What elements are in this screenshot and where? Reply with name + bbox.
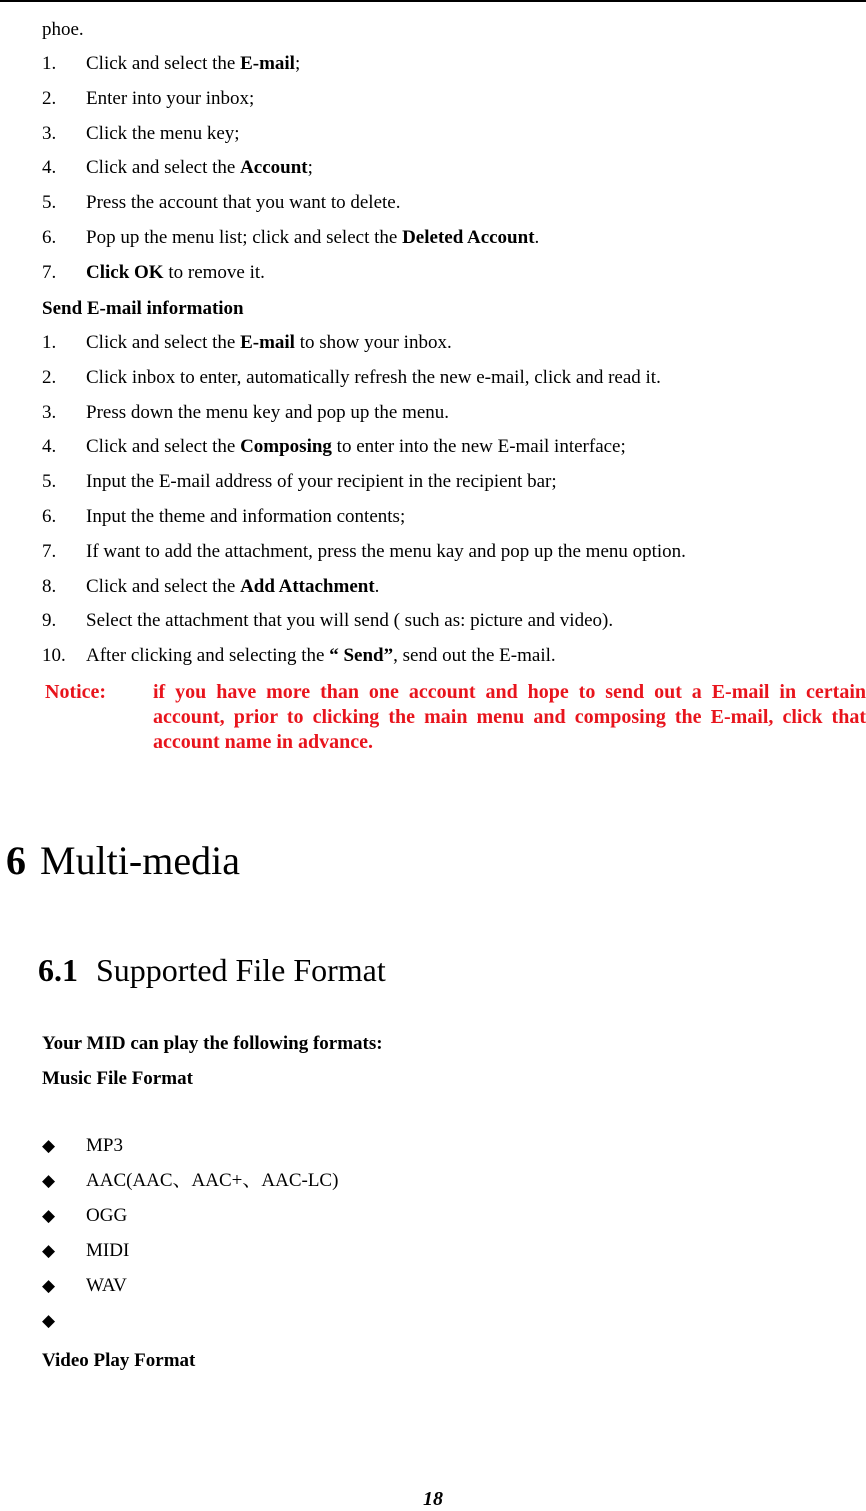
- chapter-heading: [6, 836, 240, 886]
- delete-step-keyword: E-mail: [240, 53, 295, 74]
- send-step-text: Click and select the Add Attachment.: [86, 575, 380, 597]
- delete-step-number: 5.: [42, 192, 57, 214]
- send-step-number: 8.: [42, 575, 57, 597]
- send-step-text: If want to add the attachment, press the menu kay and pop up the menu option.: [86, 540, 686, 562]
- notice-text: if you have more than one account and hope to send out a E-mail in certain account, prior to clicking the main menu and composing the E-mail, click that account name in advance.: [153, 681, 866, 753]
- send-step-number: 6.: [42, 506, 57, 527]
- send-step-text: Click inbox to enter, automatically refresh the new e-mail, click and read it.: [86, 366, 661, 388]
- delete-step-number: 3.: [42, 122, 57, 144]
- send-step-number: 4.: [42, 436, 57, 458]
- delete-step-text: Click the menu key;: [86, 122, 240, 144]
- send-email-heading: Send E-mail information: [42, 298, 244, 319]
- delete-step-keyword: Deleted Account: [402, 227, 535, 248]
- send-step-number: 3.: [42, 401, 57, 423]
- send-step-number: 10.: [42, 645, 66, 667]
- music-format-item: MIDI: [86, 1240, 130, 1261]
- music-format-heading: Music File Format: [42, 1068, 193, 1089]
- music-format-item: AAC(AAC、AAC+、AAC-LC): [86, 1170, 339, 1191]
- delete-step-keyword: Click OK: [86, 261, 164, 283]
- send-step-keyword: Add Attachment: [240, 575, 375, 597]
- delete-step-text: Click and select the E-mail;: [86, 53, 301, 74]
- send-step-number: 1.: [42, 332, 57, 353]
- send-step-text: Input the E-mail address of your recipient in the recipient bar;: [86, 471, 557, 493]
- send-step-text: Click and select the E-mail to show your inbox.: [86, 332, 452, 353]
- music-format-item: MP3: [86, 1135, 123, 1156]
- send-step-number: 7.: [42, 540, 57, 562]
- send-step-number: 5.: [42, 471, 57, 493]
- diamond-bullet-icon: ◆: [42, 1171, 56, 1190]
- diamond-bullet-icon: ◆: [42, 1241, 56, 1260]
- top-rule: [0, 0, 866, 2]
- send-step-keyword: E-mail: [240, 332, 295, 353]
- delete-step-number: 2.: [42, 87, 57, 109]
- section-number: 6.1: [38, 952, 78, 988]
- send-step-text: Click and select the Composing to enter into the new E-mail interface;: [86, 436, 626, 458]
- diamond-bullet-icon: ◆: [42, 1206, 56, 1225]
- send-step-number: 9.: [42, 610, 57, 632]
- delete-step-number: 4.: [42, 157, 57, 179]
- send-step-text: Input the theme and information contents;: [86, 506, 406, 527]
- send-step-text: Press down the menu key and pop up the menu.: [86, 401, 450, 423]
- music-format-item: OGG: [86, 1205, 128, 1226]
- diamond-bullet-icon: ◆: [42, 1311, 56, 1330]
- delete-step-text: Enter into your inbox;: [86, 87, 255, 109]
- chapter-title: Multi-media: [40, 838, 240, 883]
- formats-intro: Your MID can play the following formats:: [42, 1033, 383, 1054]
- section-heading: [38, 950, 386, 990]
- send-step-number: 2.: [42, 366, 57, 388]
- delete-step-number: 7.: [42, 261, 57, 283]
- diamond-bullet-icon: ◆: [42, 1276, 56, 1295]
- video-format-heading: Video Play Format: [42, 1350, 196, 1371]
- send-step-text: Select the attachment that you will send ( such as: picture and video).: [86, 610, 614, 632]
- diamond-bullet-icon: ◆: [42, 1136, 56, 1155]
- delete-step-text: Click OK to remove it.: [86, 261, 265, 283]
- section-title: Supported File Format: [96, 952, 386, 988]
- delete-step-number: 6.: [42, 227, 57, 248]
- music-format-item: WAV: [86, 1275, 127, 1296]
- delete-step-text: Click and select the Account;: [86, 157, 313, 179]
- delete-step-number: 1.: [42, 53, 57, 74]
- send-step-text: After clicking and selecting the “ Send”, send out the E-mail.: [86, 645, 556, 667]
- send-step-keyword: Composing: [240, 436, 332, 458]
- intro-text: phoe.: [42, 19, 84, 40]
- delete-step-text: Pop up the menu list; click and select the Deleted Account.: [86, 227, 540, 248]
- notice-label: Notice:: [45, 681, 107, 703]
- chapter-number: 6: [6, 838, 26, 883]
- page-number: 18: [423, 1488, 443, 1510]
- send-step-keyword: “ Send”: [329, 645, 394, 667]
- delete-step-keyword: Account: [240, 157, 308, 179]
- delete-step-text: Press the account that you want to delete.: [86, 192, 401, 214]
